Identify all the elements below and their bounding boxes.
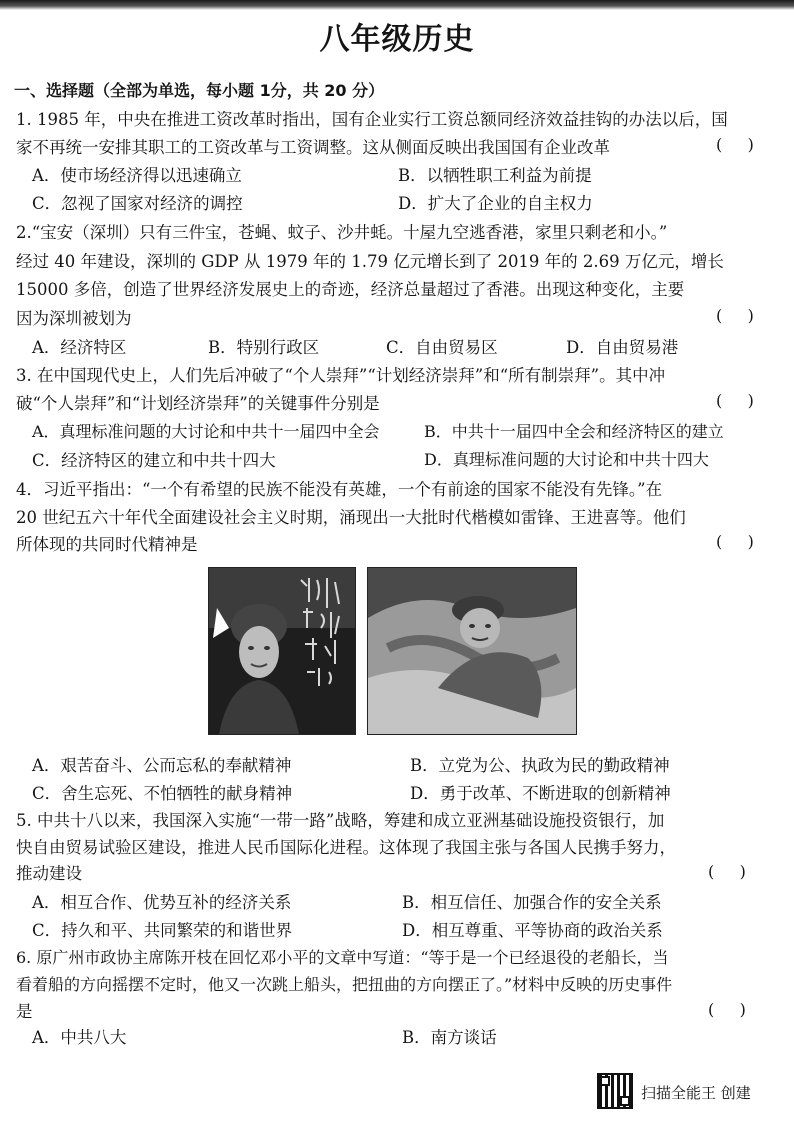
question-4-stem-line-1: 4．习近平指出：“一个有希望的民族不能没有英雄，一个有前途的国家不能没有先锋。”在 [16,480,663,499]
question-4-option-d: D．勇于改革、不断进取的创新精神 [410,784,671,803]
question-2-option-d: D．自由贸易港 [566,338,679,357]
question-5-stem-line-1: 5. 中共十八以来，我国深入实施“一带一路”战略，筹建和成立亚洲基础设施投资银行，加 [16,811,665,830]
answer-paren: ( ) [716,532,754,551]
watermark-text: 扫描全能王 创建 [641,1084,751,1102]
question-1-option-b: B．以牺牲职工利益为前提 [398,166,592,185]
question-1-stem-line-2: 家不再统一安排其职工的工资改革与工资调整。这从侧面反映出我国国有企业改革 [16,138,610,157]
answer-paren: ( ) [716,306,754,325]
question-2-option-b: B．特别行政区 [208,338,320,357]
lei-feng-photo [208,567,356,735]
question-2-stem-line-3: 15000 多倍，创造了世界经济发展史上的奇迹，经济总量超过了香港。出现这种变化，主要 [16,280,685,299]
question-2-option-c: C．自由贸易区 [386,338,498,357]
question-6-option-b: B．南方谈话 [402,1028,497,1047]
question-6-stem-line-3: 是 [16,1002,33,1021]
question-6-stem-line-1: 6. 原广州市政协主席陈开枝在回忆邓小平的文章中写道：“等于是一个已经退役的老船长，当 [16,948,669,967]
question-5-option-c: C．持久和平、共同繁荣的和谐世界 [32,921,293,940]
question-3-option-c: C．经济特区的建立和中共十四大 [32,451,276,470]
answer-paren: ( ) [716,135,754,154]
question-2-stem-line-4: 因为深圳被划为 [16,309,132,328]
answer-paren: ( ) [708,862,746,881]
cropped-header-strip [0,0,794,10]
question-2-option-a: A．经济特区 [32,338,127,357]
question-5-option-a: A．相互合作、优势互补的经济关系 [32,893,292,912]
qr-code-icon [597,1073,633,1109]
question-3-option-a: A．真理标准问题的大讨论和中共十一届四中全会 [32,422,380,441]
question-1-option-a: A．使市场经济得以迅速确立 [32,166,242,185]
question-3-option-d: D．真理标准问题的大讨论和中共十四大 [424,450,709,469]
question-5-option-d: D．相互尊重、平等协商的政治关系 [402,921,663,940]
question-5-stem-line-3: 推动建设 [16,864,82,883]
portrait-illustration [209,568,355,734]
scanner-watermark [597,1073,787,1111]
answer-paren: ( ) [708,1000,746,1019]
question-3-option-b: B．中共十一届四中全会和经济特区的建立 [424,422,724,441]
worker-illustration [368,568,576,734]
question-4-option-c: C．舍生忘死、不怕牺牲的献身精神 [32,784,293,803]
question-5-option-b: B．相互信任、加强合作的安全关系 [402,893,662,912]
question-2-stem-line-1: 2.“宝安（深圳）只有三件宝，苍蝇、蚊子、沙井蚝。十屋九空逃香港，家里只剩老和小。” [16,223,668,242]
question-6-option-a: A．中共八大 [32,1028,127,1047]
question-4-option-b: B．立党为公、执政为民的勤政精神 [410,756,670,775]
question-4-stem-line-2: 20 世纪五六十年代全面建设社会主义时期，涌现出一大批时代楷模如雷锋、王进喜等。他们 [16,508,686,527]
answer-paren: ( ) [716,391,754,410]
question-1-stem-line-1: 1. 1985 年，中央在推进工资改革时指出，国有企业实行工资总额同经济效益挂钩的办法以后，国 [16,110,728,129]
question-3-stem-line-1: 3. 在中国现代史上，人们先后冲破了“个人崇拜”“计划经济崇拜”和“所有制崇拜”。其中冲 [16,366,666,385]
question-4-stem-line-3: 所体现的共同时代精神是 [16,535,198,554]
question-2-stem-line-2: 经过 40 年建设，深圳的 GDP 从 1979 年的 1.79 亿元增长到了 2019 年的 2.69 万亿元，增长 [16,252,724,271]
section-heading: 一、选择题（全部为单选，每小题 1分，共 20 分） [14,81,385,100]
question-1-option-c: C．忽视了国家对经济的调控 [32,194,243,213]
question-6-stem-line-2: 看着船的方向摇摆不定时，他又一次跳上船头，把扭曲的方向摆正了。”材料中反映的历史事件 [16,975,673,994]
page-title: 八年级历史 [319,22,475,57]
question-3-stem-line-2: 破“个人崇拜”和“计划经济崇拜”的关键事件分别是 [16,394,380,413]
question-1-option-d: D．扩大了企业的自主权力 [398,194,593,213]
question-5-stem-line-2: 快自由贸易试验区建设，推进人民币国际化进程。这体现了我国主张与各国人民携手努力， [16,838,676,857]
wang-jinxi-photo [367,567,577,735]
question-4-option-a: A．艰苦奋斗、公而忘私的奉献精神 [32,756,292,775]
